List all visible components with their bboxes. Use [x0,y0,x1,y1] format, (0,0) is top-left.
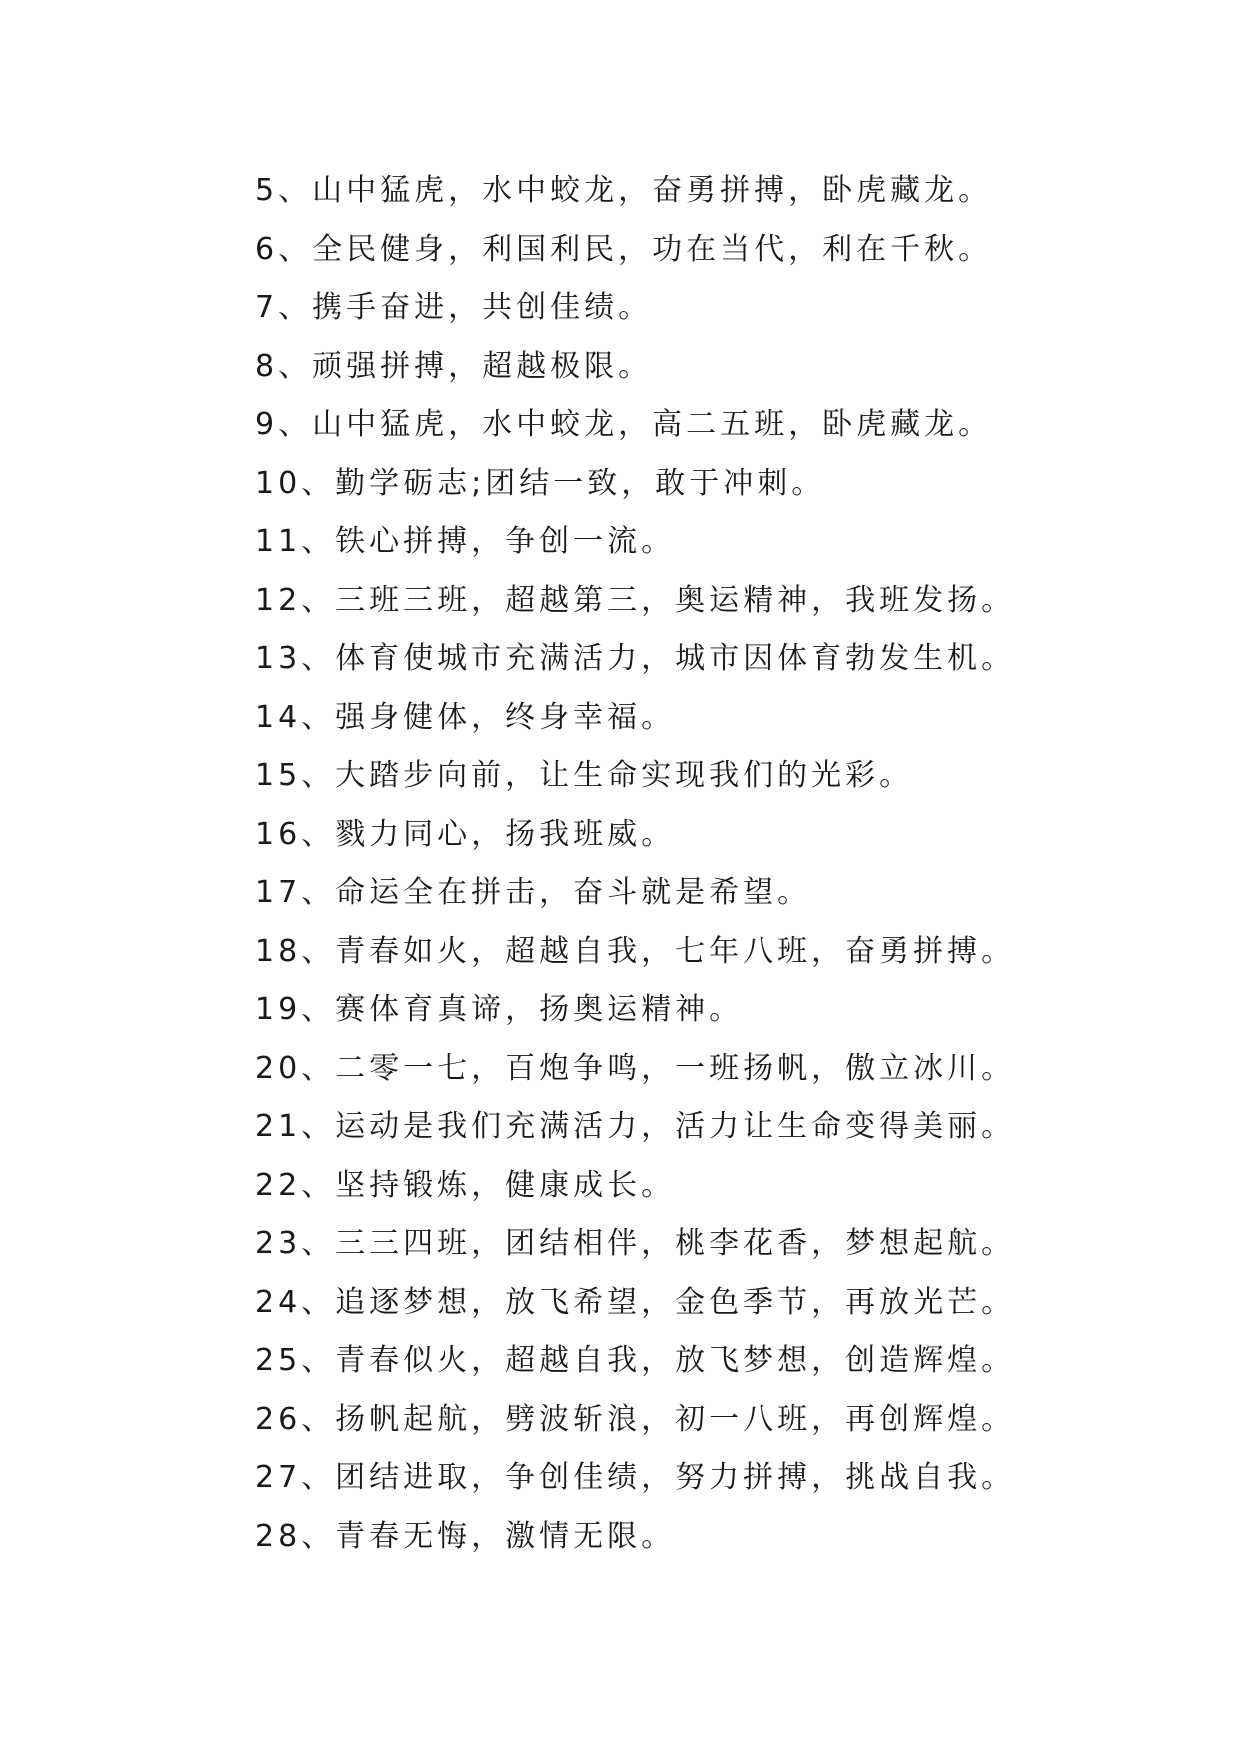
slogan-item: 26、扬帆起航，劈波斩浪，初一八班，再创辉煌。 [255,1401,1016,1437]
slogan-item: 22、坚持锻炼，健康成长。 [255,1167,676,1203]
slogan-item: 5、山中猛虎，水中蛟龙，奋勇拼搏，卧虎藏龙。 [255,173,993,208]
slogan-item: 23、三三四班，团结相伴，桃李花香，梦想起航。 [255,1226,1016,1261]
slogan-item: 19、赛体育真谛，扬奥运精神。 [255,992,744,1027]
slogan-item: 25、青春似火，超越自我，放飞梦想，创造辉煌。 [255,1343,1016,1378]
slogan-list [255,162,1015,1566]
slogan-item: 24、追逐梦想，放飞希望，金色季节，再放光芒。 [255,1284,1016,1320]
slogan-item: 7、携手奋进，共创佳绩。 [255,290,653,325]
slogan-item: 21、运动是我们充满活力，活力让生命变得美丽。 [255,1109,1016,1144]
slogan-item: 16、戮力同心，扬我班威。 [255,816,676,852]
slogan-item: 10、勤学砺志;团结一致，敢于冲刺。 [255,465,826,501]
slogan-item: 9、山中猛虎，水中蛟龙，高二五班，卧虎藏龙。 [255,407,993,442]
slogan-item: 28、青春无悔，激情无限。 [255,1518,676,1554]
slogan-item: 13、体育使城市充满活力，城市因体育勃发生机。 [255,641,1016,676]
slogan-item: 6、全民健身，利国利民，功在当代，利在千秋。 [255,231,993,267]
slogan-item: 14、强身健体，终身幸福。 [255,699,676,735]
slogan-item: 11、铁心拼搏，争创一流。 [255,524,676,559]
slogan-item: 27、团结进取，争创佳绩，努力拼搏，挑战自我。 [255,1460,1016,1495]
slogan-item: 20、二零一七，百炮争鸣，一班扬帆，傲立冰川。 [255,1050,1016,1086]
slogan-item: 8、顽强拼搏，超越极限。 [255,348,653,384]
slogan-item: 15、大踏步向前，让生命实现我们的光彩。 [255,758,914,793]
slogan-item: 18、青春如火，超越自我，七年八班，奋勇拼搏。 [255,933,1016,969]
slogan-item: 12、三班三班，超越第三，奥运精神，我班发扬。 [255,582,1016,618]
slogan-item: 17、命运全在拼击，奋斗就是希望。 [255,875,812,910]
